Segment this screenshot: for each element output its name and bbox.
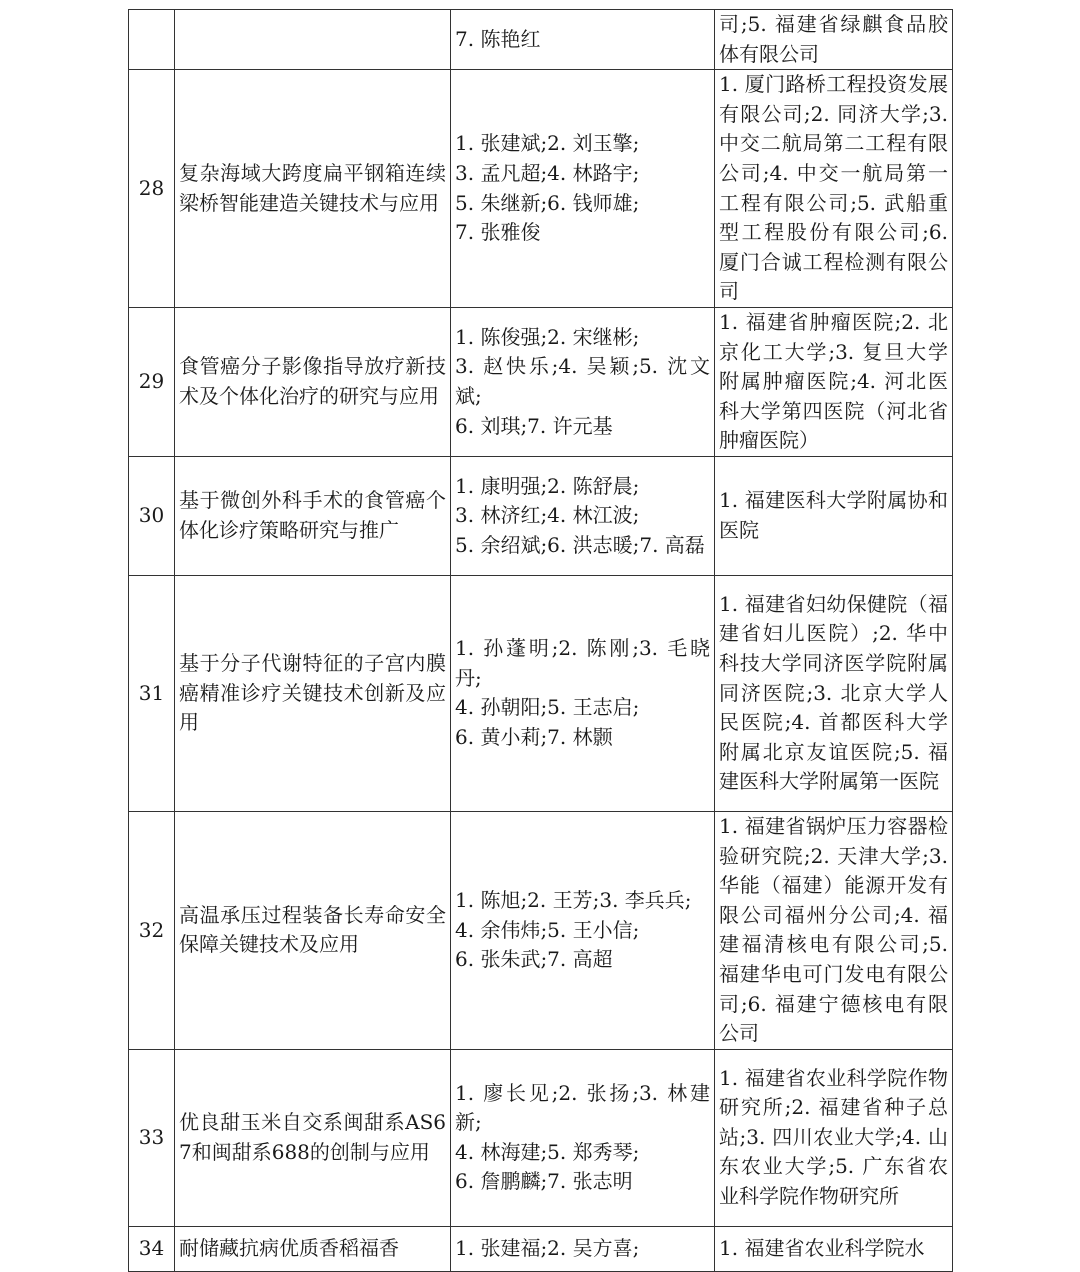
person-line: 3. 孟凡超;4. 林路宇; — [455, 160, 640, 185]
project-name: 优良甜玉米自交系闽甜系AS67和闽甜系688的创制与应用 — [175, 1049, 451, 1226]
row-number: 34 — [129, 1226, 175, 1271]
person-line: 5. 余绍斌;6. 洪志暖;7. 高磊 — [455, 532, 705, 557]
person-line: 3. 林济红;4. 林江波; — [455, 503, 640, 528]
completion-organizations: 1. 厦门路桥工程投资发展有限公司;2. 同济大学;3. 中交二航局第二工程有限公司;4. 中交一航局第一工程有限公司;5. 武船重型工程股份有限公司;6. 厦门合诚工程检测有限公司 — [715, 70, 953, 308]
person-line: 6. 黄小莉;7. 林颢 — [455, 725, 613, 750]
table-row — [129, 10, 953, 70]
row-number: 32 — [129, 811, 175, 1049]
completion-organizations: 1. 福建省农业科学院作物研究所;2. 福建省种子总站;3. 四川农业大学;4. 山东农业大学;5. 广东省农业科学院作物研究所 — [715, 1049, 953, 1226]
table-row — [129, 307, 953, 456]
person-line: 4. 余伟炜;5. 王小信; — [455, 917, 640, 942]
person-line: 1. 陈俊强;2. 宋继彬; — [455, 324, 640, 349]
table-row — [129, 575, 953, 811]
table-row — [129, 1049, 953, 1226]
completion-organizations: 1. 福建省妇幼保健院（福建省妇儿医院）;2. 华中科技大学同济医学院附属同济医院;3. 北京大学人民医院;4. 首都医科大学附属北京友谊医院;5. 福建医科大学附属第一医院 — [715, 575, 953, 811]
project-name: 耐储藏抗病优质香稻福香 — [175, 1226, 451, 1271]
project-name: 高温承压过程装备长寿命安全保障关键技术及应用 — [175, 811, 451, 1049]
row-number: 30 — [129, 456, 175, 575]
completion-people — [451, 456, 715, 575]
completion-people — [451, 1226, 715, 1271]
completion-organizations: 1. 福建省肿瘤医院;2. 北京化工大学;3. 复旦大学附属肿瘤医院;4. 河北医科大学第四医院（河北省肿瘤医院） — [715, 307, 953, 456]
project-name: 基于分子代谢特征的子宫内膜癌精准诊疗关键技术创新及应用 — [175, 575, 451, 811]
table-body — [129, 10, 953, 1272]
completion-people — [451, 10, 715, 70]
person-line: 1. 孙蓬明;2. 陈刚;3. 毛晓丹; — [455, 636, 710, 690]
row-number: 29 — [129, 307, 175, 456]
person-line: 1. 康明强;2. 陈舒晨; — [455, 473, 640, 498]
completion-organizations: 司;5. 福建省绿麒食品胶体有限公司 — [715, 10, 953, 70]
person-line: 6. 刘琪;7. 许元基 — [455, 413, 613, 438]
person-line: 3. 赵快乐;4. 吴颖;5. 沈文斌; — [455, 354, 710, 408]
table-row — [129, 70, 953, 308]
row-number — [129, 10, 175, 70]
awards-table — [128, 9, 953, 1272]
completion-people — [451, 307, 715, 456]
person-line: 1. 张建斌;2. 刘玉擎; — [455, 131, 640, 156]
project-name — [175, 10, 451, 70]
person-line: 1. 陈旭;2. 王芳;3. 李兵兵; — [455, 887, 692, 912]
completion-people — [451, 1049, 715, 1226]
person-line: 4. 孙朝阳;5. 王志启; — [455, 695, 640, 720]
person-line: 5. 朱继新;6. 钱师雄; — [455, 190, 640, 215]
person-line: 6. 詹鹏麟;7. 张志明 — [455, 1169, 633, 1194]
person-line: 1. 廖长见;2. 张扬;3. 林建新; — [455, 1080, 710, 1135]
completion-organizations: 1. 福建医科大学附属协和医院 — [715, 456, 953, 575]
table-row — [129, 1226, 953, 1271]
table-row — [129, 456, 953, 575]
person-line: 7. 陈艳红 — [455, 26, 541, 51]
completion-organizations: 1. 福建省农业科学院水 — [715, 1226, 953, 1271]
row-number: 31 — [129, 575, 175, 811]
completion-organizations: 1. 福建省锅炉压力容器检验研究院;2. 天津大学;3. 华能（福建）能源开发有限公司福州分公司;4. 福建福清核电有限公司;5. 福建华电可门发电有限公司;6. 福建宁德核电有限公司 — [715, 811, 953, 1049]
project-name: 食管癌分子影像指导放疗新技术及个体化治疗的研究与应用 — [175, 307, 451, 456]
person-line: 6. 张朱武;7. 高超 — [455, 947, 613, 972]
project-name: 复杂海域大跨度扁平钢箱连续梁桥智能建造关键技术与应用 — [175, 70, 451, 308]
person-line: 4. 林海建;5. 郑秀琴; — [455, 1139, 640, 1164]
row-number: 28 — [129, 70, 175, 308]
row-number: 33 — [129, 1049, 175, 1226]
person-line: 1. 张建福;2. 吴方喜; — [455, 1235, 640, 1260]
completion-people — [451, 811, 715, 1049]
table-row — [129, 811, 953, 1049]
person-line: 7. 张雅俊 — [455, 220, 541, 245]
completion-people — [451, 70, 715, 308]
completion-people — [451, 575, 715, 811]
project-name: 基于微创外科手术的食管癌个体化诊疗策略研究与推广 — [175, 456, 451, 575]
